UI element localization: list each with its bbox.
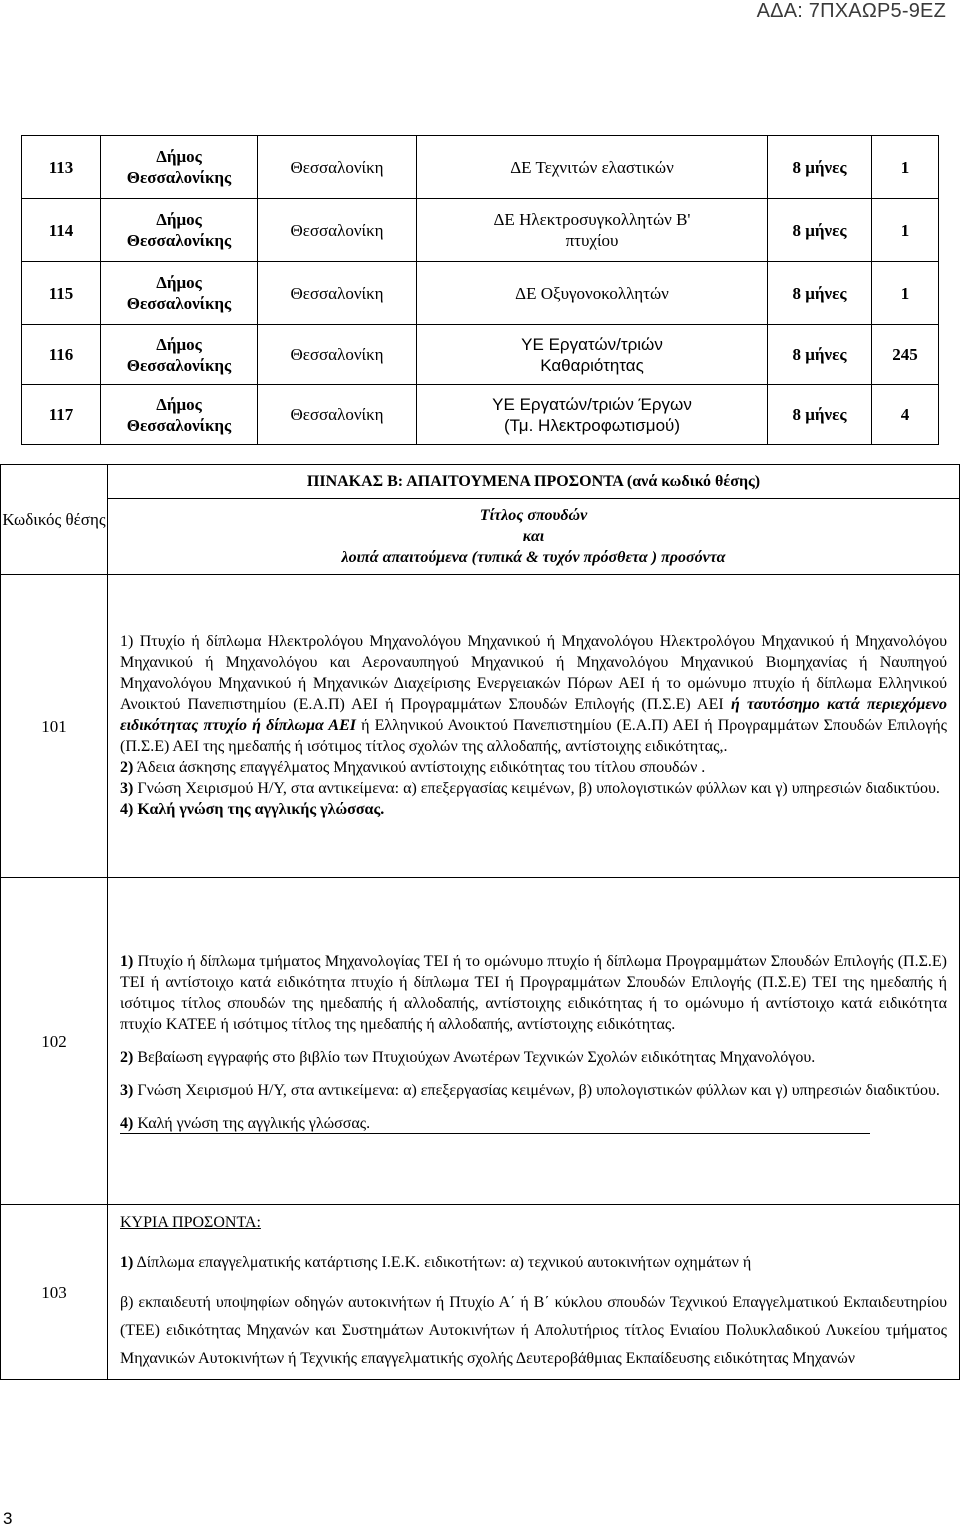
municipality: Δήμος Θεσσαλονίκης [101,199,258,262]
requirements-101 [108,575,960,878]
municipality: Δήμος Θεσσαλονίκης [101,385,258,445]
code-cell: 101 [1,575,108,878]
table-row [22,199,939,262]
requirements-102 [108,878,960,1205]
row-number: 115 [22,262,101,325]
requirements-103 [108,1205,960,1380]
table-row [22,325,939,385]
city: Θεσσαλονίκη [258,199,417,262]
req-102-p1: 1) Πτυχίο ή δίπλωμα τμήματος Μηχανολογίας ΤΕΙ ή το ομώνυμο πτυχίο ή δίπλωμα Προγραμμάτων Σπουδών Επιλογής (Π.Σ.Ε) ΤΕΙ ή αντίστοιχο κατά ειδικότητα πτυχίο ή δίπλωμα ΤΕΙ ή Προγραμμάτων Σπουδών Επιλογής (Π.Σ.Ε) ΤΕΙ της ημεδαπής ή ισότιμος τίτλος σπουδών της ημεδαπής ή αλλοδαπής, αντίστοιχης ειδικότητας ή το ομώνυμο ή αντίστοιχο κατά ειδικότητα πτυχίο ΚΑΤΕΕ ή ισότιμος τίτλος της ημεδαπής ή αλλοδαπής, αντίστοιχης ειδικότητας. [120,952,947,1033]
subtitle-line-2: και [522,528,545,545]
specialty: ΥΕ Εργατών/τριών Έργων (Τμ. Ηλεκτροφωτισμού) [417,385,768,445]
req-102-p3: 3) Γνώση Χειρισμού Η/Υ, στα αντικείμενα: α) επεξεργασίας κειμένων, β) υπολογιστικών φύλλων και γ) υπηρεσιών διαδικτύου. [120,1081,940,1099]
req-102-p4: 4) Καλή γνώση της αγγλικής γλώσσας. [120,1113,947,1134]
subtitle-line-3: λοιπά απαιτούμενα (τυπικά & τυχόν πρόσθετα ) προσόντα [341,549,726,566]
duration: 8 μήνες [768,325,872,385]
row-number: 113 [22,136,101,199]
req-101-p2: 2) Άδεια άσκησης επαγγέλματος Μηχανικού αντίστοιχης ειδικότητας του τίτλου σπουδών . [120,758,706,776]
city: Θεσσαλονίκη [258,385,417,445]
table-row-101 [1,575,960,878]
table-row [22,136,939,199]
req-103-p1: 1) Δίπλωμα επαγγελματικής κατάρτισης Ι.Ε.Κ. ειδικοτήτων: α) τεχνικού αυτοκινήτων οχημάτων ή [120,1254,752,1271]
req-101-p3: 3) Γνώση Χειρισμού Η/Υ, στα αντικείμενα: α) επεξεργασίας κειμένων, β) υπολογιστικών φύλλων και γ) υπηρεσιών διαδικτύου. [120,779,940,797]
table-row-103 [1,1205,960,1380]
quantity: 245 [872,325,939,385]
row-number: 116 [22,325,101,385]
code-cell: 103 [1,1205,108,1380]
specialty: ΔΕ Ηλεκτροσυγκολλητών Β' πτυχίου [417,199,768,262]
city: Θεσσαλονίκη [258,136,417,199]
duration: 8 μήνες [768,199,872,262]
req-103-p2: β) εκπαιδευτή υποψηφίων οδηγών αυτοκινήτων ή Πτυχίο Α΄ ή Β΄ κύκλου σπουδών Τεχνικού Επαγγελματικού Εκπαιδευτηρίου (ΤΕΕ) ειδικότητας Μηχανών και Συστημάτων Αυτοκινήτων ή Απολυτήριος τίτλος Ενιαίου Πολυκλαδικού Λυκείου τμήματος Μηχανικών Αυτοκινήτων ή Τεχνικής επαγγελματικής σχολής Δευτεροβάθμιας Εκπαίδευσης ειδικότητας Μηχανών [120,1294,947,1367]
code-cell: 102 [1,878,108,1205]
table-row [22,262,939,325]
req-102-p2: 2) Βεβαίωση εγγραφής στο βιβλίο των Πτυχιούχων Ανωτέρων Τεχνικών Σχολών ειδικότητας Μηχανολόγου. [120,1048,816,1066]
city: Θεσσαλονίκη [258,325,417,385]
table-b-subheader-row [1,499,960,575]
quantity: 1 [872,262,939,325]
row-number: 114 [22,199,101,262]
page-number: 3 [3,1509,13,1528]
positions-table [21,135,939,445]
duration: 8 μήνες [768,262,872,325]
table-row [22,385,939,445]
subtitle-line-1: Τίτλος σπουδών [479,507,588,524]
specialty: ΔΕ Οξυγονοκολλητών [417,262,768,325]
quantity: 4 [872,385,939,445]
ada-code: ΑΔΑ: 7ΠΧΑΩΡ5-9ΕΖ [756,0,946,22]
specialty: ΥΕ Εργατών/τριών Καθαριότητας [417,325,768,385]
table-row-102 [1,878,960,1205]
duration: 8 μήνες [768,385,872,445]
quantity: 1 [872,136,939,199]
qualifications-table [0,464,960,1380]
municipality: Δήμος Θεσσαλονίκης [101,262,258,325]
duration: 8 μήνες [768,136,872,199]
table-b-title: ΠΙΝΑΚΑΣ Β: ΑΠΑΙΤΟΥΜΕΝΑ ΠΡΟΣΟΝΤΑ (ανά κωδικό θέσης) [108,465,960,499]
req-101-p4: 4) Καλή γνώση της αγγλικής γλώσσας. [120,800,385,818]
table-b-header-row [1,465,960,499]
code-header: Κωδικός θέσης [1,465,108,575]
city: Θεσσαλονίκη [258,262,417,325]
req-101-p1: 1) Πτυχίο ή δίπλωμα Ηλεκτρολόγου Μηχανολόγου Μηχανικού ή Μηχανολόγου Ηλεκτρολόγου Μηχανικού ή Μηχανολόγου Μηχανικού ή Μηχανολόγου και Αεροναυπηγού Μηχανικού ή Μηχανολόγου Μηχανικού Βιομηχανίας ή Ναυπηγού Μηχανολόγου Μηχανικού ή Μηχανικών Διαχείρισης Ενεργειακών Πόρων ΑΕΙ ή το ομώνυμο πτυχίο ή δίπλωμα Ελληνικού Ανοικτού Πανεπιστημίου (Ε.Α.Π) ΑΕΙ ή Προγραμμάτων Σπουδών Επιλογής (Π.Σ.Ε) ΑΕΙ ή ταυτόσημο κατά περιεχόμενο ειδικότητας πτυχίο ή δίπλωμα ΑΕΙ ή Ελληνικού Ανοικτού Πανεπιστημίου (Ε.Α.Π) ΑΕΙ ή Προγραμμάτων Σπουδών Επιλογής (Π.Σ.Ε) ΑΕΙ της ημεδαπής ή ισότιμος τίτλος σχολών της αλλοδαπής, αντίστοιχης ειδικότητας,. [120,632,948,755]
req-103-heading: ΚΥΡΙΑ ΠΡΟΣΟΝΤΑ: [120,1214,261,1231]
specialty: ΔΕ Τεχνιτών ελαστικών [417,136,768,199]
row-number: 117 [22,385,101,445]
municipality: Δήμος Θεσσαλονίκης [101,136,258,199]
municipality: Δήμος Θεσσαλονίκης [101,325,258,385]
quantity: 1 [872,199,939,262]
table-b-subtitle [108,499,960,575]
